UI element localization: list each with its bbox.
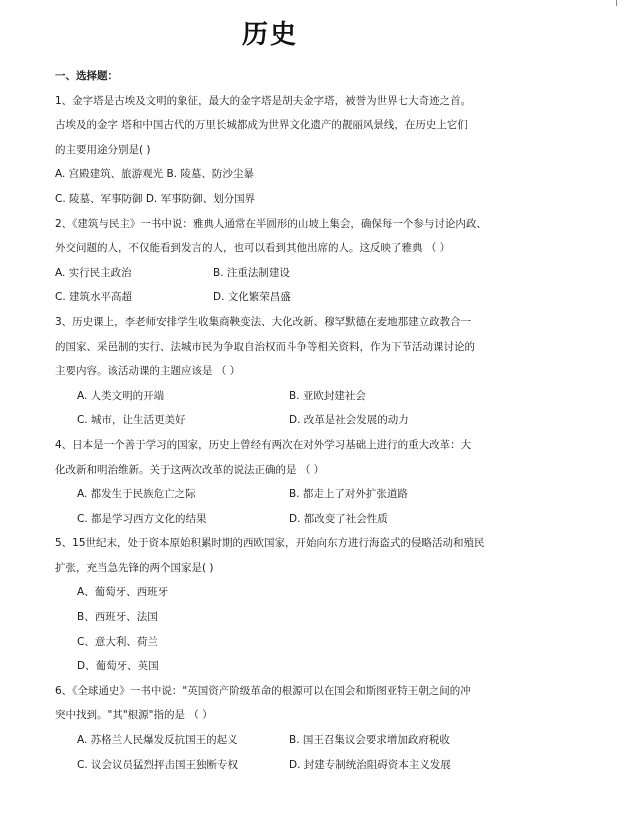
- option-c: C. 议会议员猛烈抨击国王独断专权: [77, 758, 239, 771]
- option-line: A. 宫殿建筑、旅游观光 B. 陵墓、防沙尘暴: [55, 168, 254, 181]
- question-text-line: 外交问题的人，不仅能看到发言的人，也可以看到其他出席的人。这反映了雅典 （ ）: [55, 242, 451, 255]
- question-text-line: 3、历史课上，李老师安排学生收集商鞅变法、大化改新、穆罕默德在麦地那建立政教合一: [55, 315, 472, 328]
- option-row: [55, 507, 545, 532]
- question-1: [55, 89, 545, 212]
- question-text-line: 突中找到。"其"根源"指的是 （ ）: [55, 709, 213, 722]
- option-a: A、葡萄牙、西班牙: [77, 586, 169, 599]
- option-row: [55, 482, 545, 507]
- question-text-line: 2、《建筑与民主》一书中说：雅典人通常在半圆形的山坡上集会，确保每一个参与讨论内政、: [55, 217, 487, 230]
- option-row: [55, 261, 545, 286]
- question-text-line: 5、15世纪末，处于资本原始积累时期的西欧国家，开始向东方进行海盗式的侵略活动和殖民: [55, 537, 485, 550]
- question-text-line: 扩张，充当急先锋的两个国家是( ): [55, 561, 214, 574]
- option-d: D、葡萄牙、英国: [77, 660, 159, 673]
- document-body: [55, 64, 545, 777]
- question-text-line: 化改新和明治维新。关于这两次改革的说法正确的是 （ ）: [55, 463, 325, 476]
- option-b: B、西班牙、法国: [77, 611, 158, 624]
- option-a: A. 苏格兰人民爆发反抗国王的起义: [77, 734, 238, 747]
- option-c: C. 城市，让生活更美好: [77, 414, 186, 427]
- question-text-line: 6、《全球通史》一书中说："英国资产阶级革命的根源可以在国会和斯图亚特王朝之间的冲: [55, 684, 471, 697]
- option-row: [55, 408, 545, 433]
- section-heading: 一、选择题：: [55, 70, 118, 82]
- option-b: B. 国王召集议会要求增加政府税收: [289, 734, 450, 747]
- option-b: B. 亚欧封建社会: [289, 389, 366, 402]
- question-3: [55, 310, 545, 433]
- question-6: [55, 679, 545, 777]
- page-title: 历史: [241, 20, 298, 50]
- question-text-line: 的国家、采邑制的实行、法城市民为争取自治权而斗争等相关资料，作为下节活动课讨论的: [55, 340, 475, 353]
- option-a: A. 实行民主政治: [55, 266, 132, 279]
- question-text-line: 的主要用途分别是( ): [55, 143, 151, 156]
- question-text-line: 4、日本是一个善于学习的国家，历史上曾经有两次在对外学习基础上进行的重大改革：大: [55, 438, 472, 451]
- option-a: A. 人类文明的开端: [77, 389, 165, 402]
- option-c: C、意大利、荷兰: [77, 635, 158, 648]
- question-2: [55, 212, 545, 310]
- question-text-line: 1、金字塔是古埃及文明的象征，最大的金字塔是胡夫金字塔，被誉为世界七大奇迹之首。: [55, 94, 472, 107]
- page-corner-mark: [616, 0, 617, 6]
- option-row: [55, 753, 545, 778]
- option-row: [55, 384, 545, 409]
- option-c: C. 建筑水平高超: [55, 291, 133, 304]
- question-text-line: 主要内容。该活动课的主题应该是 （ ）: [55, 365, 241, 378]
- question-text-line: 古埃及的金字 塔和中国古代的万里长城都成为世界文化遗产的靓丽风景线，在历史上它们: [55, 119, 468, 132]
- option-d: D. 都改变了社会性质: [289, 512, 388, 525]
- question-4: [55, 433, 545, 531]
- option-c: C. 都是学习西方文化的结果: [77, 512, 207, 525]
- option-d: D. 改革是社会发展的动力: [289, 414, 409, 427]
- question-5: [55, 531, 545, 679]
- option-d: D. 文化繁荣昌盛: [213, 291, 291, 304]
- option-b: B. 都走上了对外扩张道路: [289, 488, 408, 501]
- option-b: B. 注重法制建设: [213, 266, 290, 279]
- option-line: C. 陵墓、军事防御 D. 军事防御、划分国界: [55, 192, 256, 205]
- option-row: [55, 285, 545, 310]
- option-d: D. 封建专制统治阻碍资本主义发展: [289, 758, 451, 771]
- option-a: A. 都发生于民族危亡之际: [77, 488, 196, 501]
- option-row: [55, 728, 545, 753]
